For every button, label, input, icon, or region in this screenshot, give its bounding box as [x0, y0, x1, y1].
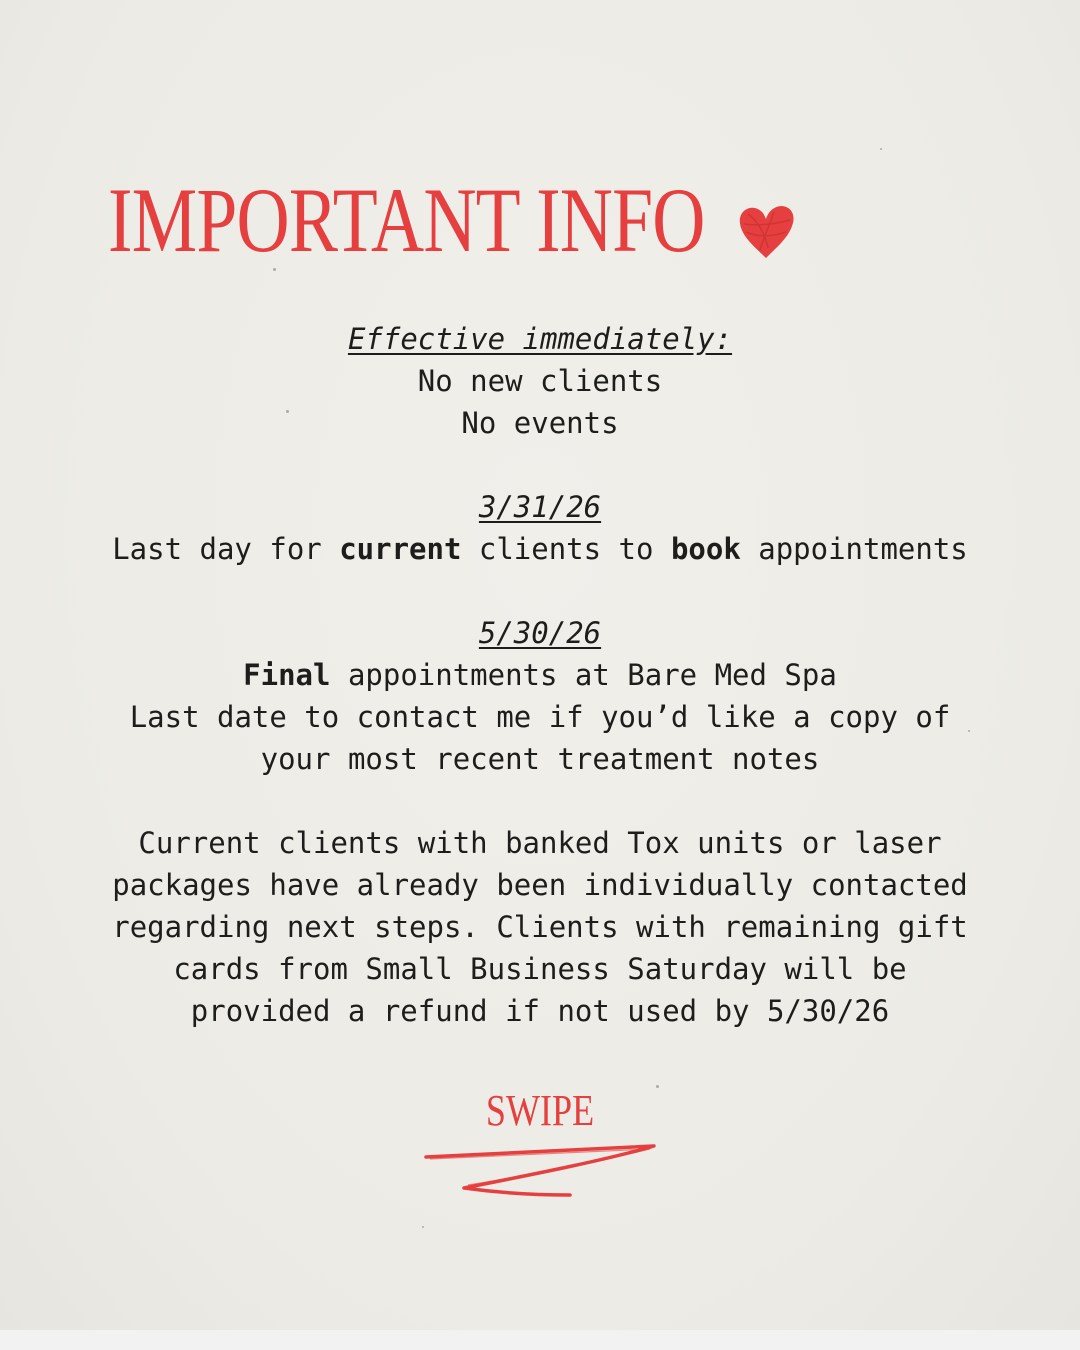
notice-line: Last date to contact me if you’d like a copy of — [129, 700, 951, 734]
paper-speck — [422, 1226, 424, 1228]
swipe-text: SWIPE — [485, 1086, 595, 1135]
text-segment: Last day for — [112, 532, 340, 566]
bold-word: current — [339, 532, 462, 566]
text-segment: appointments — [740, 532, 968, 566]
notice-line: packages have already been individually contacted — [112, 868, 968, 902]
swipe-arrow-icon — [420, 1135, 660, 1205]
notice-line: No events — [461, 406, 619, 440]
notice-line: regarding next steps. Clients with remaining gift — [112, 910, 968, 944]
paper-speck — [880, 148, 882, 150]
notice-line: your most recent treatment notes — [260, 742, 820, 776]
notice-line — [70, 528, 1010, 570]
notice-line: cards from Small Business Saturday will be — [173, 952, 907, 986]
date-heading: 3/31/26 — [478, 490, 602, 524]
text-segment: appointments at Bare Med Spa — [330, 658, 837, 692]
announcement-body — [70, 318, 1010, 1032]
notice-line: provided a refund if not used by 5/30/26 — [190, 994, 890, 1028]
bold-word: book — [670, 532, 741, 566]
bottom-strip — [0, 1330, 1080, 1350]
date-heading: 5/30/26 — [478, 616, 602, 650]
page-title: IMPORTANT INFO — [108, 169, 705, 271]
heart-icon — [734, 200, 798, 262]
swipe-label — [0, 1086, 1080, 1136]
text-segment: clients to — [461, 532, 671, 566]
notice-line: No new clients — [417, 364, 663, 398]
notice-line — [70, 654, 1010, 696]
notice-line: Current clients with banked Tox units or laser — [138, 826, 942, 860]
bold-word: Final — [243, 658, 331, 692]
effective-heading: Effective immediately: — [347, 322, 733, 356]
